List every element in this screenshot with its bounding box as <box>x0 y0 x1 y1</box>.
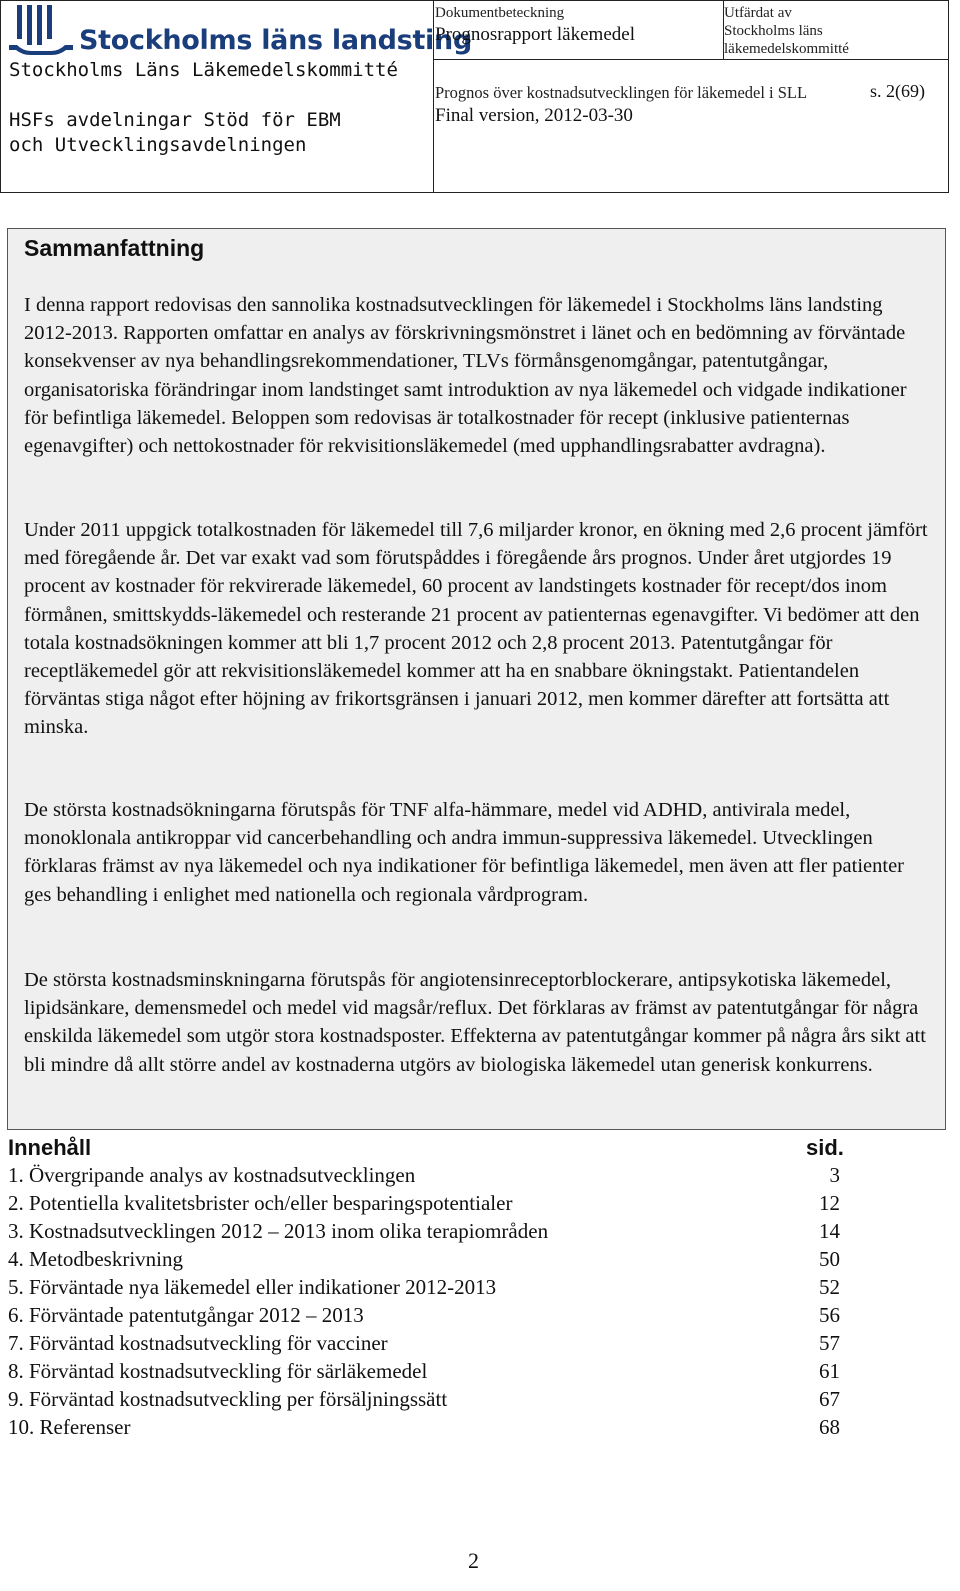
document-header <box>0 0 949 193</box>
toc-item[interactable] <box>8 1163 848 1191</box>
issued-by-line-1: Stockholms läns <box>724 23 823 39</box>
report-title: Prognos över kostnadsutvecklingen för läkemedel i SLL <box>435 83 808 102</box>
toc-item[interactable] <box>8 1303 848 1331</box>
summary-paragraph: I denna rapport redovisas den sannolika kostnadsutvecklingen för läkemedel i Stockholms läns landsting 2012-2013. Rapporten omfattar en analys av förskrivningsmönstret i länet och en bedömning av förväntade konsekvenser av nya behandlingsrekommendationer, TLVs förmånsgenomgångar, patentutgångar, organisatoriska förändringar inom landstinget samt introduktion av nya läkemedel och vidgade indikationer för befintliga läkemedel. Beloppen som redovisas är totalkostnader för recept (inklusive patienternas egenavgifter) och nettokostnader för rekvisitionsläkemedel (med upphandlingsrabatter avdragna). <box>24 294 907 458</box>
toc-item-label: 1. Övergripande analys av kostnadsutvecklingen <box>8 1163 416 1187</box>
toc-item-label: 4. Metodbeskrivning <box>8 1247 183 1271</box>
toc-item-page: 57 <box>819 1331 840 1355</box>
toc-item-page: 50 <box>819 1247 840 1271</box>
toc-item-page: 14 <box>819 1219 840 1243</box>
summary-title: Sammanfattning <box>24 235 205 261</box>
toc-item-label: 9. Förväntad kostnadsutveckling per försäljningssätt <box>8 1387 448 1411</box>
page-number: 2 <box>468 1548 479 1573</box>
sll-logo-icon <box>9 5 73 55</box>
toc-item-label: 3. Kostnadsutvecklingen 2012 – 2013 inom olika terapiområden <box>8 1219 549 1243</box>
toc-item-label: 6. Förväntade patentutgångar 2012 – 2013 <box>8 1303 364 1327</box>
toc-item[interactable] <box>8 1359 848 1387</box>
department-line-2: och Utvecklingsavdelningen <box>9 134 307 156</box>
committee-name: Stockholms Läns Läkemedelskommitté <box>9 59 398 81</box>
summary-box <box>7 228 946 1130</box>
toc-item-page: 12 <box>819 1191 840 1215</box>
toc-title: Innehåll <box>8 1135 92 1160</box>
toc-item[interactable] <box>8 1275 848 1303</box>
header-right-cell <box>433 1 948 192</box>
issued-by-label: Utfärdat av <box>724 5 792 21</box>
toc-item-label: 7. Förväntad kostnadsutveckling för vacciner <box>8 1331 388 1355</box>
toc-item[interactable] <box>8 1247 848 1275</box>
page-reference: s. 2(69) <box>870 81 925 101</box>
toc-item[interactable] <box>8 1219 848 1247</box>
header-row-1 <box>433 1 948 60</box>
toc-item[interactable] <box>8 1415 848 1443</box>
department-line-1: HSFs avdelningar Stöd för EBM <box>9 109 341 131</box>
toc-item-page: 61 <box>819 1359 840 1383</box>
toc-item[interactable] <box>8 1387 848 1415</box>
header-left-cell <box>1 1 472 192</box>
toc-item-page: 3 <box>829 1163 840 1187</box>
toc-item-label: 8. Förväntad kostnadsutveckling för särläkemedel <box>8 1359 428 1383</box>
toc-item-page: 52 <box>819 1275 840 1299</box>
doc-designation-cell <box>433 1 724 59</box>
summary-paragraph: De största kostnadsminskningarna förutspås för angiotensinreceptorblockerare, antipsykotiska läkemedel, lipidsänkare, demensmedel och medel vid magsår/reflux. Det förklaras av främst av patentutgångar för några enskilda läkemedel som utgör stora kostnadsposter. Effekterna av patentutgångar kommer på några års sikt att bli mindre då allt större andel av kostnaderna utgörs av biologiska läkemedel utan generisk konkurrens. <box>24 969 926 1076</box>
toc-item[interactable] <box>8 1191 848 1219</box>
toc-item-page: 56 <box>819 1303 840 1327</box>
sll-logo <box>9 5 472 61</box>
toc-item-label: 2. Potentiella kvalitetsbrister och/eller besparingspotentialer <box>8 1191 513 1215</box>
doc-label: Dokumentbeteckning <box>435 5 565 21</box>
logo-text: Stockholms läns landsting <box>79 25 472 56</box>
toc-item-label: 10. Referenser <box>8 1415 131 1439</box>
toc-item-page: 68 <box>819 1415 840 1439</box>
summary-paragraph: Under 2011 uppgick totalkostnaden för läkemedel till 7,6 miljarder kronor, en ökning med 2,6 procent jämfört med föregående år. Det var exakt vad som förutspåddes i föregående års prognos. Under året utgjordes 19 procent av kostnader för rekvirerade läkemedel, 60 procent av landstingets kostnader för recept/dos inom förmånen, smittskydds-läkemedel och resterande 21 procent av patienternas egenavgifter. Vi bedömer att den totala kostnadsökningen kommer att bli 1,7 procent 2012 och 2,8 procent 2013. Patentutgångar för receptläkemedel gör att rekvisitionsläkemedel kommer att ha en snabbare ökningstakt. Patientandelen förväntas stiga något efter höjning av frikortsgränsen i januari 2012, men kommer därefter att fortsätta att minska. <box>24 519 928 739</box>
version-date: Final version, 2012-03-30 <box>435 105 633 126</box>
toc-item-label: 5. Förväntade nya läkemedel eller indikationer 2012-2013 <box>8 1275 497 1299</box>
doc-value: Prognosrapport läkemedel <box>435 24 635 45</box>
summary-paragraph: De största kostnadsökningarna förutspås för TNF alfa-hämmare, medel vid ADHD, antivirala medel, monoklonala antikroppar vid cancerbehandling och andra immun-suppressiva läkemedel. Utvecklingen förklaras främst av nya läkemedel och nya indikationer för befintliga läkemedel, men även att fler patienter ges behandling i enlighet med nationella och regionala vårdprogram. <box>24 799 904 906</box>
toc-item[interactable] <box>8 1331 848 1359</box>
toc-item-page: 67 <box>819 1387 840 1411</box>
toc-page-header: sid. <box>806 1135 844 1160</box>
issued-by-cell <box>724 1 948 59</box>
issued-by-line-2: läkemedelskommitté <box>724 41 849 57</box>
